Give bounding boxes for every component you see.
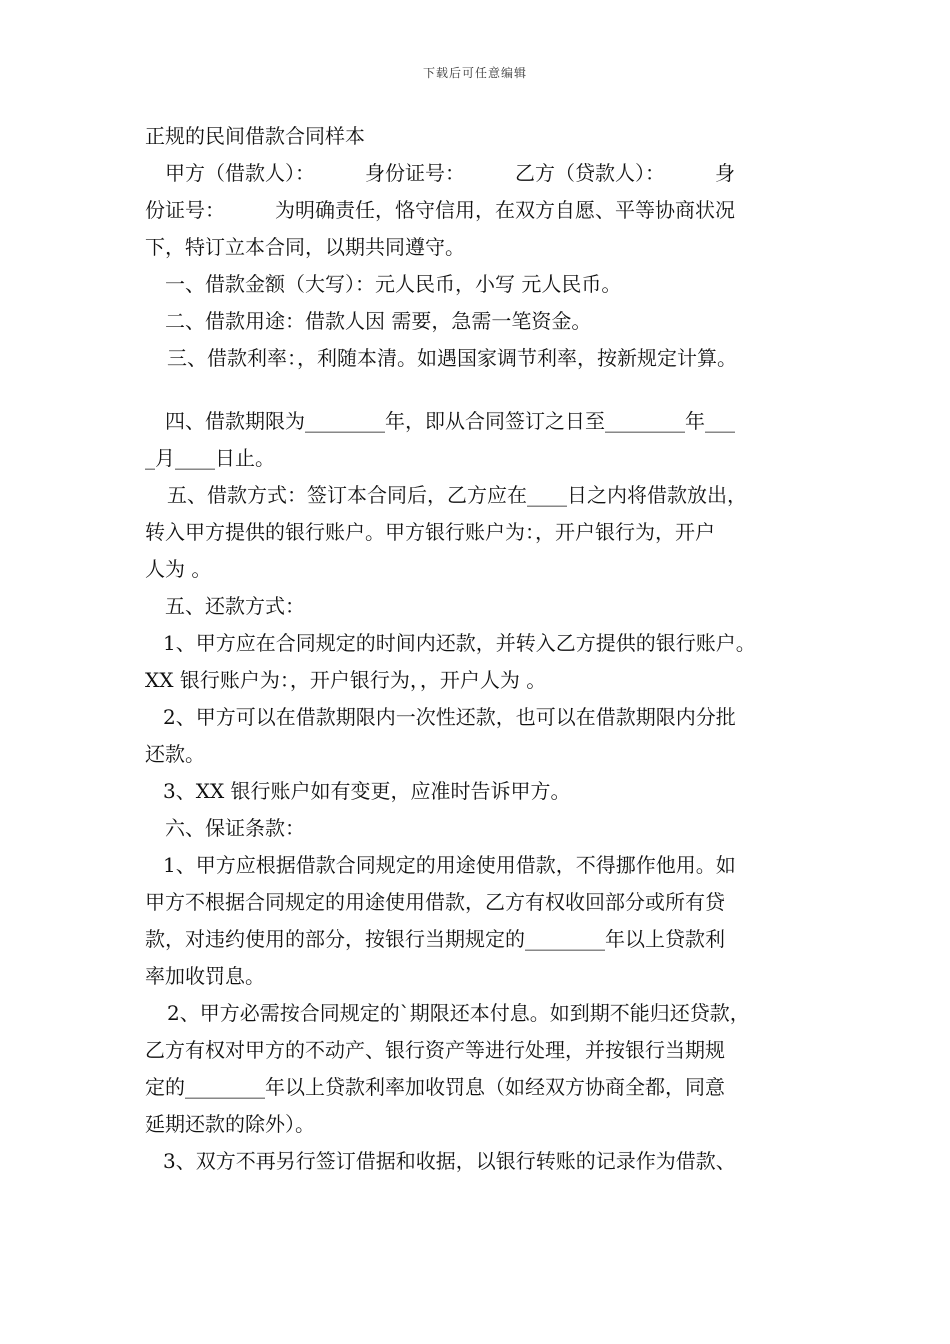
contract-body <box>145 118 830 1180</box>
repayment-heading: 五、还款方式： <box>165 594 305 618</box>
guarantee-item-2-line-4: 延期还款的除外）。 <box>145 1112 315 1136</box>
guarantee-item-1-line-1: 1、甲方应根据借款合同规定的用途使用借款，不得挪作他用。如 <box>163 853 736 877</box>
clause-amount: 一、借款金额（大写）：元人民币，小写 元人民币。 <box>165 272 622 296</box>
intro-line-2: 份证号： 为明确责任，恪守信用，在双方自愿、平等协商状况 <box>145 198 735 222</box>
repayment-item-1-line-2: XX 银行账户为：，开户银行为，，开户人为 。 <box>145 668 547 692</box>
intro-line-3: 下，特订立本合同，以期共同遵守。 <box>145 235 465 259</box>
clause-interest: 三、借款利率：，利随本清。如遇国家调节利率，按新规定计算。 <box>167 346 737 370</box>
clause-method-line-1: 五、借款方式：签订本合同后，乙方应在____日之内将借款放出， <box>167 483 747 507</box>
guarantee-item-1-line-4: 率加收罚息。 <box>145 964 265 988</box>
clause-purpose: 二、借款用途：借款人因 需要，急需一笔资金。 <box>165 309 592 333</box>
clause-term-line-1: 四、借款期限为________年，即从合同签订之日至________年___ <box>165 409 735 433</box>
guarantee-item-2-line-2: 乙方有权对甲方的不动产、银行资产等进行处理，并按银行当期规 <box>145 1038 725 1062</box>
intro-line-1: 甲方（借款人）： 身份证号： 乙方（贷款人）： 身 <box>165 161 735 185</box>
repayment-item-2-line-1: 2、甲方可以在借款期限内一次性还款，也可以在借款期限内分批 <box>163 705 736 729</box>
guarantee-item-2-line-1: 2、甲方必需按合同规定的`期限还本付息。如到期不能归还贷款， <box>167 1001 750 1025</box>
guarantee-item-3-line-1: 3、双方不再另行签订借据和收据，以银行转账的记录作为借款、 <box>163 1149 736 1173</box>
contract-title: 正规的民间借款合同样本 <box>145 124 365 148</box>
clause-method-line-2: 转入甲方提供的银行账户。甲方银行账户为：，开户银行为，开户 <box>145 520 715 544</box>
repayment-item-2-line-2: 还款。 <box>145 742 205 766</box>
clause-method-line-3: 人为 。 <box>145 557 212 581</box>
guarantee-item-1-line-2: 甲方不根据合同规定的用途使用借款，乙方有权收回部分或所有贷 <box>145 890 725 914</box>
guarantee-heading: 六、保证条款： <box>165 816 305 840</box>
guarantee-item-1-line-3: 款，对违约使用的部分，按银行当期规定的________年以上贷款利 <box>145 927 725 951</box>
repayment-item-3: 3、XX 银行账户如有变更，应准时告诉甲方。 <box>163 779 571 803</box>
paragraph-gap <box>145 377 830 403</box>
page-header-note: 下载后可任意编辑 <box>422 66 527 80</box>
repayment-item-1-line-1: 1、甲方应在合同规定的时间内还款，并转入乙方提供的银行账户。 <box>163 631 756 655</box>
guarantee-item-2-line-3: 定的________年以上贷款利率加收罚息（如经双方协商全都，同意 <box>145 1075 725 1099</box>
clause-term-line-2: _月____日止。 <box>145 446 275 470</box>
